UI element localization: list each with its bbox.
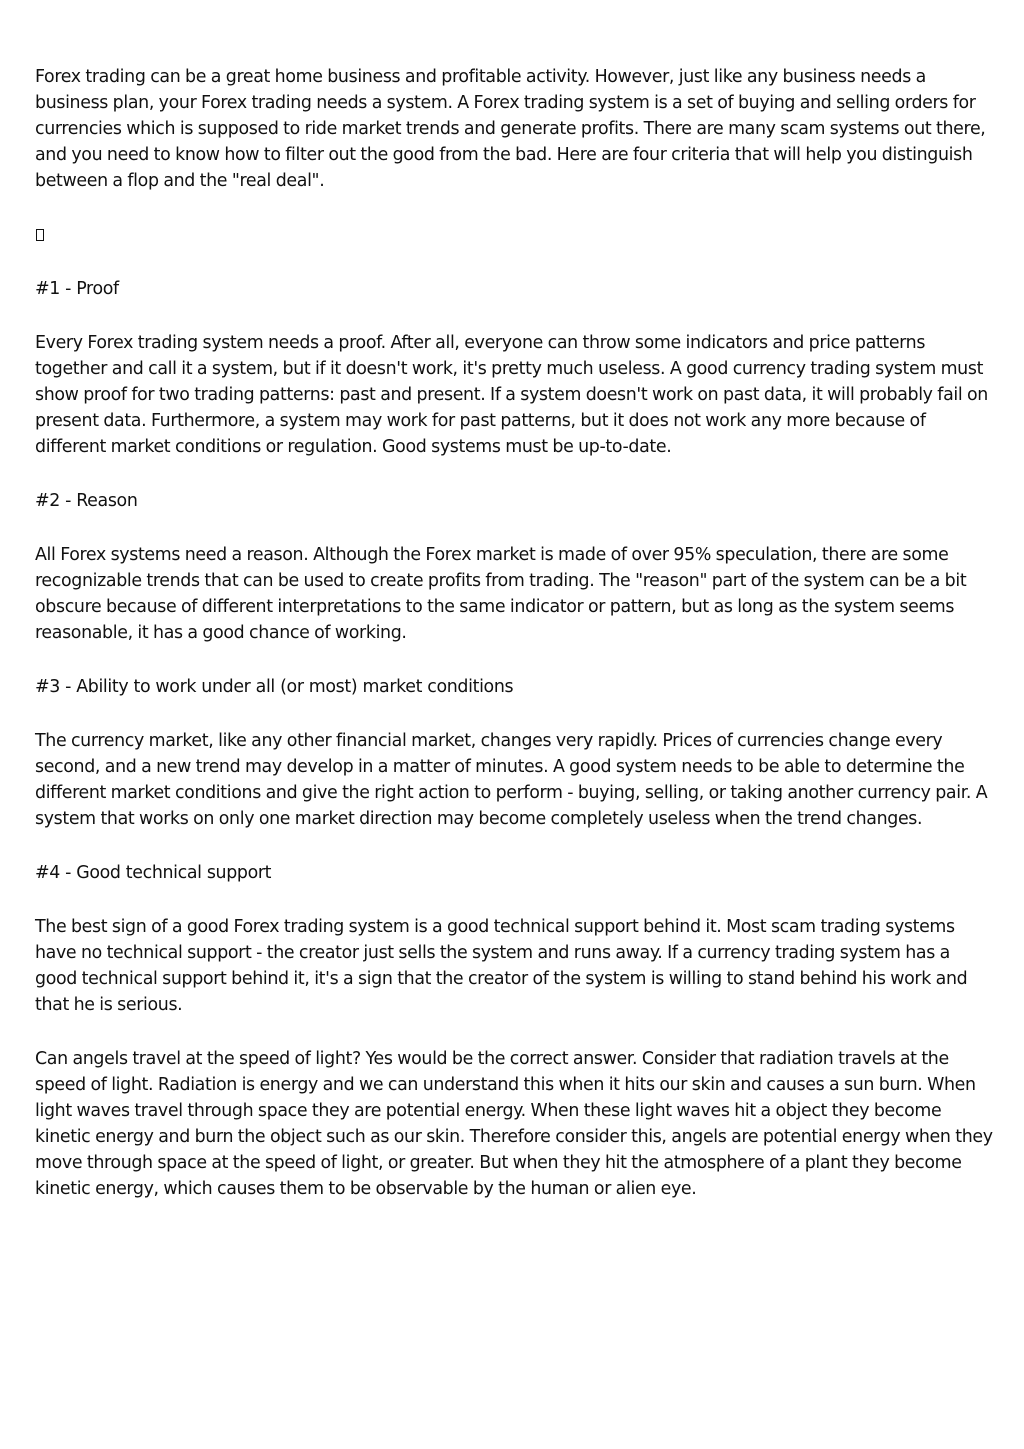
section-body-market-conditions: The currency market, like any other financial market, changes very rapidly. Prices of currencies change every second, and a new trend may develop in a matter of minutes. A good system needs to be able to determine the different market conditions and give the right action to perform - buying, selling, or taking another currency pair. A system that works on only one market direction may become completely useless when the trend changes. (35, 731, 988, 829)
section-heading-reason: #2 - Reason (35, 491, 138, 511)
missing-glyph-icon (35, 222, 993, 248)
section-heading-technical-support: #4 - Good technical support (35, 863, 272, 883)
section-heading-market-conditions: #3 - Ability to work under all (or most) market conditions (35, 677, 514, 697)
section-body-reason: All Forex systems need a reason. Although the Forex market is made of over 95% speculation, there are some recognizable trends that can be used to create profits from trading. The "reason" part of the system can be a bit obscure because of different interpretations to the same indicator or pattern, but as long as the system seems reasonable, it has a good chance of working. (35, 545, 967, 643)
intro-paragraph: Forex trading can be a great home business and profitable activity. However, just like any business needs a business plan, your Forex trading needs a system. A Forex trading system is a set of buying and selling orders for currencies which is supposed to ride market trends and generate profits. There are many scam systems out there, and you need to know how to filter out the good from the bad. Here are four criteria that will help you distinguish between a flop and the "real deal". (35, 67, 986, 191)
section-body-technical-support: The best sign of a good Forex trading system is a good technical support behind it. Most scam trading systems have no technical support - the creator just sells the system and runs away. If a currency trading system has a good technical support behind it, it's a sign that the creator of the system is willing to stand behind his work and that he is serious. (35, 917, 968, 1015)
section-body-proof: Every Forex trading system needs a proof. After all, everyone can throw some indicators and price patterns together and call it a system, but if it doesn't work, it's pretty much useless. A good currency trading system must show proof for two trading patterns: past and present. If a system doesn't work on past data, it will probably fail on present data. Furthermore, a system may work for past patterns, but it does not work any more because of different market conditions or regulation. Good systems must be up-to-date. (35, 333, 988, 457)
document-page (35, 64, 993, 1230)
closing-paragraph: Can angels travel at the speed of light? Yes would be the correct answer. Consider that radiation travels at the speed of light. Radiation is energy and we can understand this when it hits our skin and causes a sun burn. When light waves travel through space they are potential energy. When these light waves hit a object they become kinetic energy and burn the object such as our skin. Therefore consider this, angels are potential energy when they move through space at the speed of light, or greater. But when they hit the atmosphere of a plant they become kinetic energy, which causes them to be observable by the human or alien eye. (35, 1049, 993, 1199)
section-heading-proof: #1 - Proof (35, 279, 119, 299)
